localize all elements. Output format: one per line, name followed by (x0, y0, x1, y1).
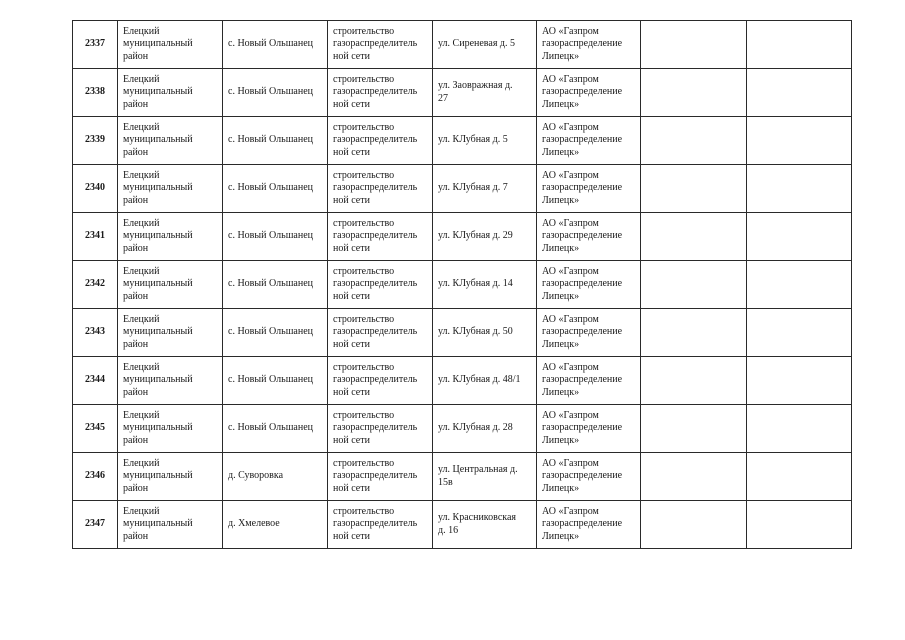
district-cell: Елецкий муниципальный район (118, 69, 223, 117)
settlement-cell: с. Новый Ольшанец (223, 213, 328, 261)
empty-cell-2 (747, 261, 852, 309)
district-cell: Елецкий муниципальный район (118, 357, 223, 405)
settlement-cell: с. Новый Ольшанец (223, 309, 328, 357)
organization-cell: АО «Газпром газораспределение Липецк» (537, 21, 641, 69)
address-cell: ул. КЛубная д. 29 (433, 213, 537, 261)
activity-cell: строительство газораспределитель ной сети (328, 453, 433, 501)
district-cell: Елецкий муниципальный район (118, 501, 223, 549)
empty-cell-1 (641, 261, 747, 309)
activity-cell: строительство газораспределитель ной сети (328, 213, 433, 261)
district-cell: Елецкий муниципальный район (118, 213, 223, 261)
empty-cell-1 (641, 501, 747, 549)
address-cell: ул. КЛубная д. 28 (433, 405, 537, 453)
settlement-cell: д. Хмелевое (223, 501, 328, 549)
gas-network-table (72, 20, 852, 549)
empty-cell-2 (747, 213, 852, 261)
address-cell: ул. Сиреневая д. 5 (433, 21, 537, 69)
empty-cell-1 (641, 357, 747, 405)
settlement-cell: д. Суворовка (223, 453, 328, 501)
organization-cell: АО «Газпром газораспределение Липецк» (537, 165, 641, 213)
empty-cell-2 (747, 69, 852, 117)
table-row (73, 405, 852, 453)
activity-cell: строительство газораспределитель ной сети (328, 117, 433, 165)
organization-cell: АО «Газпром газораспределение Липецк» (537, 117, 641, 165)
district-cell: Елецкий муниципальный район (118, 405, 223, 453)
table-row (73, 117, 852, 165)
row-number-cell: 2346 (73, 453, 118, 501)
address-cell: ул. КЛубная д. 7 (433, 165, 537, 213)
address-cell: ул. Красниковская д. 16 (433, 501, 537, 549)
address-cell: ул. КЛубная д. 50 (433, 309, 537, 357)
row-number-cell: 2338 (73, 69, 118, 117)
row-number-cell: 2337 (73, 21, 118, 69)
table-row (73, 21, 852, 69)
table-row (73, 501, 852, 549)
empty-cell-1 (641, 405, 747, 453)
table-body (73, 21, 852, 549)
district-cell: Елецкий муниципальный район (118, 117, 223, 165)
empty-cell-2 (747, 405, 852, 453)
organization-cell: АО «Газпром газораспределение Липецк» (537, 213, 641, 261)
address-cell: ул. Заовражная д. 27 (433, 69, 537, 117)
empty-cell-2 (747, 21, 852, 69)
organization-cell: АО «Газпром газораспределение Липецк» (537, 501, 641, 549)
row-number-cell: 2341 (73, 213, 118, 261)
district-cell: Елецкий муниципальный район (118, 453, 223, 501)
empty-cell-2 (747, 117, 852, 165)
empty-cell-1 (641, 69, 747, 117)
row-number-cell: 2339 (73, 117, 118, 165)
row-number-cell: 2342 (73, 261, 118, 309)
table-row (73, 165, 852, 213)
table-row (73, 453, 852, 501)
organization-cell: АО «Газпром газораспределение Липецк» (537, 69, 641, 117)
settlement-cell: с. Новый Ольшанец (223, 117, 328, 165)
activity-cell: строительство газораспределитель ной сети (328, 261, 433, 309)
settlement-cell: с. Новый Ольшанец (223, 21, 328, 69)
empty-cell-1 (641, 165, 747, 213)
row-number-cell: 2347 (73, 501, 118, 549)
settlement-cell: с. Новый Ольшанец (223, 357, 328, 405)
organization-cell: АО «Газпром газораспределение Липецк» (537, 261, 641, 309)
organization-cell: АО «Газпром газораспределение Липецк» (537, 309, 641, 357)
activity-cell: строительство газораспределитель ной сети (328, 405, 433, 453)
settlement-cell: с. Новый Ольшанец (223, 69, 328, 117)
settlement-cell: с. Новый Ольшанец (223, 165, 328, 213)
district-cell: Елецкий муниципальный район (118, 309, 223, 357)
organization-cell: АО «Газпром газораспределение Липецк» (537, 405, 641, 453)
row-number-cell: 2343 (73, 309, 118, 357)
table-row (73, 357, 852, 405)
activity-cell: строительство газораспределитель ной сети (328, 21, 433, 69)
empty-cell-2 (747, 501, 852, 549)
table-row (73, 69, 852, 117)
district-cell: Елецкий муниципальный район (118, 261, 223, 309)
empty-cell-1 (641, 309, 747, 357)
organization-cell: АО «Газпром газораспределение Липецк» (537, 453, 641, 501)
activity-cell: строительство газораспределитель ной сети (328, 69, 433, 117)
row-number-cell: 2340 (73, 165, 118, 213)
organization-cell: АО «Газпром газораспределение Липецк» (537, 357, 641, 405)
address-cell: ул. КЛубная д. 14 (433, 261, 537, 309)
empty-cell-1 (641, 117, 747, 165)
empty-cell-1 (641, 213, 747, 261)
activity-cell: строительство газораспределитель ной сети (328, 357, 433, 405)
activity-cell: строительство газораспределитель ной сети (328, 309, 433, 357)
empty-cell-1 (641, 21, 747, 69)
activity-cell: строительство газораспределитель ной сети (328, 501, 433, 549)
address-cell: ул. КЛубная д. 48/1 (433, 357, 537, 405)
empty-cell-2 (747, 453, 852, 501)
table-row (73, 309, 852, 357)
empty-cell-1 (641, 453, 747, 501)
table-row (73, 213, 852, 261)
district-cell: Елецкий муниципальный район (118, 165, 223, 213)
settlement-cell: с. Новый Ольшанец (223, 261, 328, 309)
settlement-cell: с. Новый Ольшанец (223, 405, 328, 453)
empty-cell-2 (747, 309, 852, 357)
empty-cell-2 (747, 165, 852, 213)
address-cell: ул. Центральная д. 15в (433, 453, 537, 501)
row-number-cell: 2344 (73, 357, 118, 405)
activity-cell: строительство газораспределитель ной сети (328, 165, 433, 213)
row-number-cell: 2345 (73, 405, 118, 453)
empty-cell-2 (747, 357, 852, 405)
address-cell: ул. КЛубная д. 5 (433, 117, 537, 165)
district-cell: Елецкий муниципальный район (118, 21, 223, 69)
table-row (73, 261, 852, 309)
